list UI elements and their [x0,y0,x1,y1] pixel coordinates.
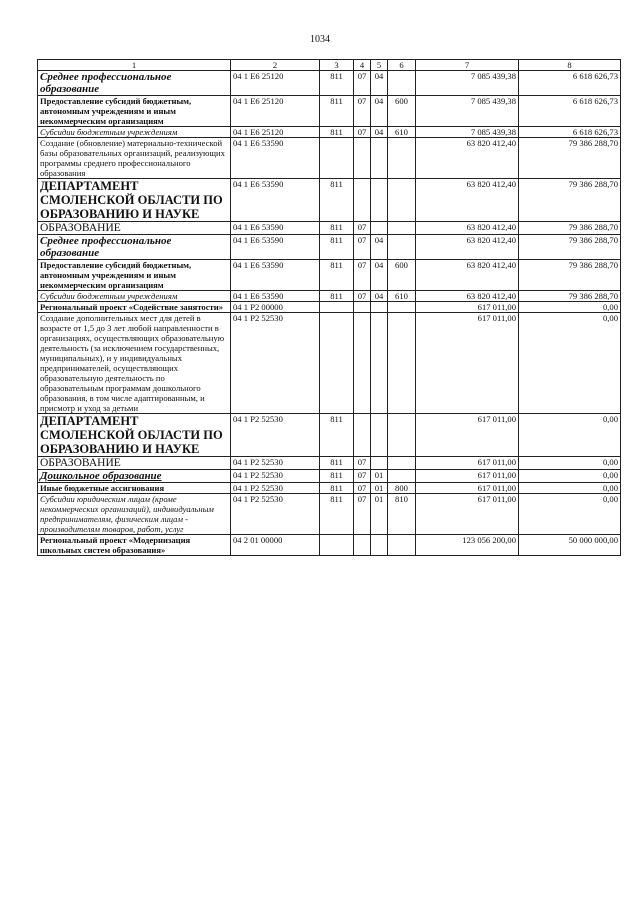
row-amount-col8-cell: 79 386 288,70 [519,235,621,260]
row-grbs-cell: 811 [320,71,354,96]
table-row [38,138,621,179]
row-code-cell: 04 1 P2 00000 [231,302,320,313]
row-amount-col7-cell: 617 011,00 [416,457,519,470]
row-section-cell [354,313,371,414]
row-name-cell: Региональный проект «Содействие занятости» [38,302,231,313]
row-amount-col8-cell: 0,00 [519,483,621,494]
page-number: 1034 [310,34,330,45]
row-amount-col8-cell: 0,00 [519,494,621,535]
row-expense-type-cell [388,535,416,556]
row-code-cell: 04 2 01 00000 [231,535,320,556]
row-amount-col7-cell: 7 085 439,38 [416,127,519,138]
row-section-cell: 07 [354,127,371,138]
table-row [38,222,621,235]
row-subsection-cell [371,302,388,313]
row-section-cell [354,414,371,457]
row-expense-type-cell: 800 [388,483,416,494]
row-amount-col8-cell: 79 386 288,70 [519,260,621,291]
row-grbs-cell: 811 [320,179,354,222]
row-section-cell: 07 [354,260,371,291]
row-code-cell: 04 1 E6 53590 [231,235,320,260]
row-grbs-cell: 811 [320,494,354,535]
row-code-cell: 04 1 E6 25120 [231,127,320,138]
row-subsection-cell: 04 [371,71,388,96]
row-name-cell: Дошкольное образование [38,470,231,483]
row-amount-col8-cell: 50 000 000,00 [519,535,621,556]
row-section-cell: 07 [354,483,371,494]
row-code-cell: 04 1 P2 52530 [231,494,320,535]
row-subsection-cell: 01 [371,470,388,483]
row-name-cell: Субсидии бюджетным учреждениям [38,127,231,138]
row-amount-col7-cell: 7 085 439,38 [416,71,519,96]
row-subsection-cell: 01 [371,494,388,535]
table-header-row [38,60,621,71]
row-amount-col8-cell: 0,00 [519,302,621,313]
row-amount-col7-cell: 617 011,00 [416,302,519,313]
row-amount-col7-cell: 63 820 412,40 [416,222,519,235]
row-amount-col7-cell: 123 056 200,00 [416,535,519,556]
table-row [38,260,621,291]
row-grbs-cell: 811 [320,222,354,235]
table-row [38,535,621,556]
row-subsection-cell [371,179,388,222]
row-amount-col8-cell: 6 618 626,73 [519,96,621,127]
row-subsection-cell [371,138,388,179]
row-subsection-cell [371,313,388,414]
row-name-cell: ДЕПАРТАМЕНТ СМОЛЕНСКОЙ ОБЛАСТИ ПО ОБРАЗОВАНИЮ И НАУКЕ [38,414,231,457]
row-amount-col7-cell: 617 011,00 [416,483,519,494]
row-subsection-cell [371,222,388,235]
row-subsection-cell: 04 [371,235,388,260]
table-row [38,71,621,96]
row-name-cell: ОБРАЗОВАНИЕ [38,222,231,235]
row-expense-type-cell: 600 [388,260,416,291]
column-header: 1 [38,60,231,71]
column-header: 4 [354,60,371,71]
row-code-cell: 04 1 E6 53590 [231,222,320,235]
row-grbs-cell [320,535,354,556]
row-expense-type-cell [388,71,416,96]
row-expense-type-cell [388,302,416,313]
row-section-cell: 07 [354,222,371,235]
row-name-cell: ОБРАЗОВАНИЕ [38,457,231,470]
row-expense-type-cell: 610 [388,291,416,302]
row-amount-col8-cell: 0,00 [519,414,621,457]
row-grbs-cell [320,302,354,313]
row-name-cell: Предоставление субсидий бюджетным, автономным учреждениям и иным некоммерческим организациям [38,260,231,291]
row-subsection-cell: 04 [371,260,388,291]
row-name-cell: Предоставление субсидий бюджетным, автономным учреждениям и иным некоммерческим организациям [38,96,231,127]
row-amount-col7-cell: 63 820 412,40 [416,138,519,179]
row-name-cell: Среднее профессиональное образование [38,71,231,96]
row-grbs-cell [320,138,354,179]
row-grbs-cell: 811 [320,457,354,470]
row-amount-col8-cell: 79 386 288,70 [519,138,621,179]
column-header: 5 [371,60,388,71]
row-amount-col7-cell: 63 820 412,40 [416,179,519,222]
row-section-cell: 07 [354,71,371,96]
row-section-cell [354,138,371,179]
row-name-cell: Создание дополнительных мест для детей в возрасте от 1,5 до 3 лет любой направленности в организациях, осуществляющих образовательную деятельность (за исключением государственных, муниципальных), и у индивидуальных предпринимателей, осуществляющих образовательную деятельность по образовательным программам дошкольного образования, в том числе адаптированным, и присмотр и уход за детьми [38,313,231,414]
row-name-cell: Региональный проект «Модернизация школьных систем образования» [38,535,231,556]
row-grbs-cell: 811 [320,291,354,302]
row-code-cell: 04 1 E6 25120 [231,96,320,127]
row-expense-type-cell [388,235,416,260]
row-expense-type-cell [388,313,416,414]
row-section-cell [354,535,371,556]
column-header: 3 [320,60,354,71]
row-amount-col7-cell: 617 011,00 [416,470,519,483]
row-amount-col7-cell: 7 085 439,38 [416,96,519,127]
row-section-cell [354,302,371,313]
row-amount-col8-cell: 0,00 [519,470,621,483]
row-expense-type-cell [388,414,416,457]
row-code-cell: 04 1 E6 25120 [231,71,320,96]
table-row [38,313,621,414]
row-expense-type-cell [388,470,416,483]
row-section-cell: 07 [354,457,371,470]
table-row [38,470,621,483]
row-grbs-cell: 811 [320,260,354,291]
row-grbs-cell: 811 [320,483,354,494]
row-subsection-cell: 01 [371,483,388,494]
row-amount-col8-cell: 79 386 288,70 [519,222,621,235]
table-row [38,235,621,260]
row-expense-type-cell [388,222,416,235]
row-subsection-cell [371,457,388,470]
row-grbs-cell: 811 [320,127,354,138]
row-subsection-cell [371,535,388,556]
row-code-cell: 04 1 P2 52530 [231,313,320,414]
row-expense-type-cell: 810 [388,494,416,535]
row-code-cell: 04 1 P2 52530 [231,470,320,483]
row-code-cell: 04 1 P2 52530 [231,414,320,457]
row-subsection-cell: 04 [371,291,388,302]
row-expense-type-cell [388,179,416,222]
row-code-cell: 04 1 P2 52530 [231,457,320,470]
row-section-cell: 07 [354,494,371,535]
row-section-cell [354,179,371,222]
row-expense-type-cell: 610 [388,127,416,138]
table-row [38,179,621,222]
row-name-cell: Субсидии бюджетным учреждениям [38,291,231,302]
column-header: 7 [416,60,519,71]
row-section-cell: 07 [354,470,371,483]
row-amount-col8-cell: 0,00 [519,457,621,470]
row-subsection-cell: 04 [371,127,388,138]
row-code-cell: 04 1 E6 53590 [231,260,320,291]
table-row [38,483,621,494]
row-amount-col7-cell: 63 820 412,40 [416,291,519,302]
row-code-cell: 04 1 E6 53590 [231,138,320,179]
row-amount-col7-cell: 617 011,00 [416,494,519,535]
row-name-cell: Иные бюджетные ассигнования [38,483,231,494]
row-expense-type-cell [388,138,416,179]
row-subsection-cell: 04 [371,96,388,127]
row-name-cell: Создание (обновление) материально-технической базы образовательных организаций, реализующих программы среднего профессионального образования [38,138,231,179]
row-name-cell: ДЕПАРТАМЕНТ СМОЛЕНСКОЙ ОБЛАСТИ ПО ОБРАЗОВАНИЮ И НАУКЕ [38,179,231,222]
table-row [38,291,621,302]
row-section-cell: 07 [354,291,371,302]
row-code-cell: 04 1 E6 53590 [231,291,320,302]
table-row [38,96,621,127]
table-row [38,414,621,457]
row-amount-col8-cell: 6 618 626,73 [519,71,621,96]
row-amount-col7-cell: 63 820 412,40 [416,235,519,260]
row-expense-type-cell [388,457,416,470]
row-amount-col7-cell: 617 011,00 [416,414,519,457]
row-amount-col8-cell: 79 386 288,70 [519,179,621,222]
row-expense-type-cell: 600 [388,96,416,127]
row-amount-col7-cell: 63 820 412,40 [416,260,519,291]
row-name-cell: Субсидии юридическим лицам (кроме некоммерческих организаций), индивидуальным предпринимателям, физическим лицам - производителям товаров, работ, услуг [38,494,231,535]
table-row [38,457,621,470]
row-subsection-cell [371,414,388,457]
row-section-cell: 07 [354,235,371,260]
row-code-cell: 04 1 E6 53590 [231,179,320,222]
column-header: 6 [388,60,416,71]
row-code-cell: 04 1 P2 52530 [231,483,320,494]
row-grbs-cell: 811 [320,414,354,457]
column-header: 8 [519,60,621,71]
row-section-cell: 07 [354,96,371,127]
row-grbs-cell: 811 [320,470,354,483]
budget-table [37,59,621,556]
row-amount-col8-cell: 79 386 288,70 [519,291,621,302]
row-grbs-cell: 811 [320,235,354,260]
table-row [38,494,621,535]
table-row [38,127,621,138]
row-grbs-cell: 811 [320,96,354,127]
row-amount-col8-cell: 0,00 [519,313,621,414]
row-amount-col7-cell: 617 011,00 [416,313,519,414]
table-row [38,302,621,313]
row-name-cell: Среднее профессиональное образование [38,235,231,260]
column-header: 2 [231,60,320,71]
row-amount-col8-cell: 6 618 626,73 [519,127,621,138]
row-grbs-cell [320,313,354,414]
